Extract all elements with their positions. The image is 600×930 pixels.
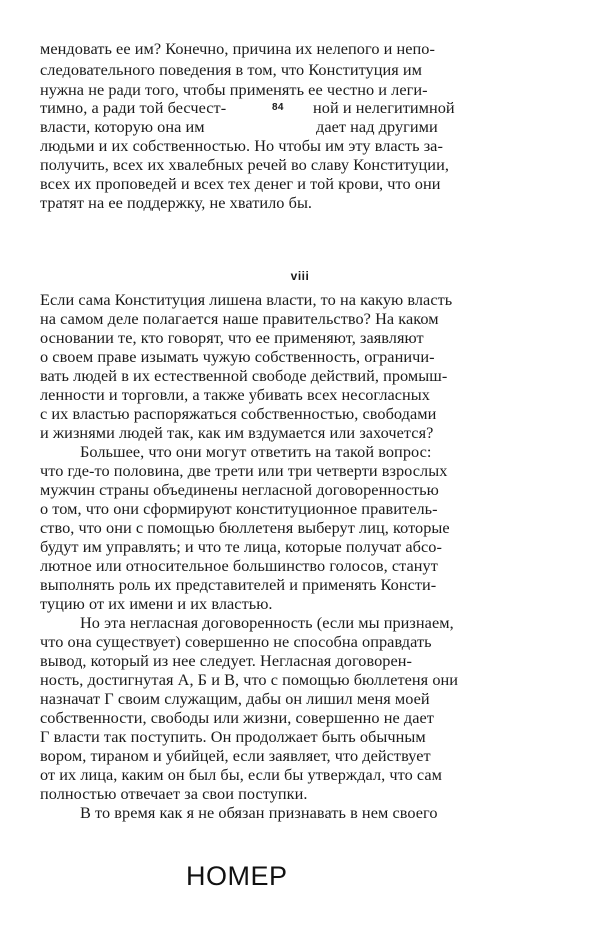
- text-line: и жизнями людей так, как им вздумается или захочется?: [40, 423, 434, 442]
- text-line: что где-то половина, две трети или три четверти взрослых: [40, 461, 448, 480]
- text-line: Г власти так поступить. Он продолжает быть обычным: [40, 727, 426, 746]
- text-line: назначат Г своим служащим, дабы он лишил меня моей: [40, 689, 430, 708]
- section-marker: viii: [290, 269, 310, 283]
- page-number: 84: [272, 102, 284, 113]
- text-line: полностью отвечает за свои поступки.: [40, 784, 308, 803]
- text-line: ной и нелегитимной: [313, 98, 455, 117]
- footer-title: НОМЕР: [186, 861, 288, 891]
- text-line: вором, тираном и убийцей, если заявляет, что действует: [40, 746, 431, 765]
- text-line: мужчин страны объединены негласной договоренностью: [40, 480, 439, 499]
- text-line: вывод, который из нее следует. Негласная договорен-: [40, 651, 413, 670]
- text-line: ство, что они с помощью бюллетеня выберут лиц, которые: [40, 518, 450, 537]
- text-line: на самом деле полагается наше правительство? На каком: [40, 309, 439, 328]
- text-line: Но эта негласная договоренность (если мы признаем,: [80, 613, 454, 632]
- text-line: о том, что они сформируют конституционное правитель-: [40, 499, 438, 518]
- text-line: Большее, что они могут ответить на такой вопрос:: [80, 442, 432, 461]
- text-line: всех их проповедей и всех тех денег и той крови, что они: [40, 174, 441, 193]
- text-line: дает над другими: [316, 117, 438, 136]
- text-line: В то время как я не обязан признавать в нем своего: [80, 803, 438, 822]
- text-line: с их властью распоряжаться собственностью, свободами: [40, 404, 437, 423]
- text-line: власти, которую она им: [40, 117, 205, 136]
- text-line: собственности, свободы или жизни, совершенно не дает: [40, 708, 434, 727]
- text-line: тимно, а ради той бесчест-: [40, 98, 227, 117]
- text-line: будут им управлять; и что те лица, которые получат абсо-: [40, 537, 442, 556]
- text-line: ленности и торговли, а также убивать всех несогласных: [40, 385, 430, 404]
- text-line: ность, достигнутая А, Б и В, что с помощью бюллетеня они: [40, 670, 459, 689]
- text-line: вать людей в их естественной свободе действий, промыш-: [40, 366, 448, 385]
- text-line: мендовать ее им? Конечно, причина их нелепого и непо-: [40, 39, 435, 58]
- text-line: тратят на ее поддержку, не хватило бы.: [40, 193, 313, 212]
- text-line: основании те, кто говорят, что ее применяют, заявляют: [40, 328, 424, 347]
- text-line: лютное или относительное большинство голосов, станут: [40, 556, 438, 575]
- text-line: что она существует) совершенно не способна оправдать: [40, 632, 432, 651]
- text-line: о своем праве изымать чужую собственность, ограничи-: [40, 347, 435, 366]
- text-line: выполнять роль их представителей и применять Консти-: [40, 575, 437, 594]
- text-line: следовательного поведения в том, что Конституция им: [40, 60, 423, 79]
- text-line: туцию от их имени и их властью.: [40, 594, 273, 613]
- text-line: Если сама Конституция лишена власти, то на какую власть: [40, 290, 453, 309]
- text-line: получить, всех их хвалебных речей во славу Конституции,: [40, 155, 449, 174]
- text-line: людьми и их собственностью. Но чтобы им эту власть за-: [40, 136, 443, 155]
- text-line: от их лица, каким он был бы, если бы утверждал, что сам: [40, 765, 442, 784]
- text-line: нужна не ради того, чтобы применять ее честно и леги-: [40, 80, 428, 99]
